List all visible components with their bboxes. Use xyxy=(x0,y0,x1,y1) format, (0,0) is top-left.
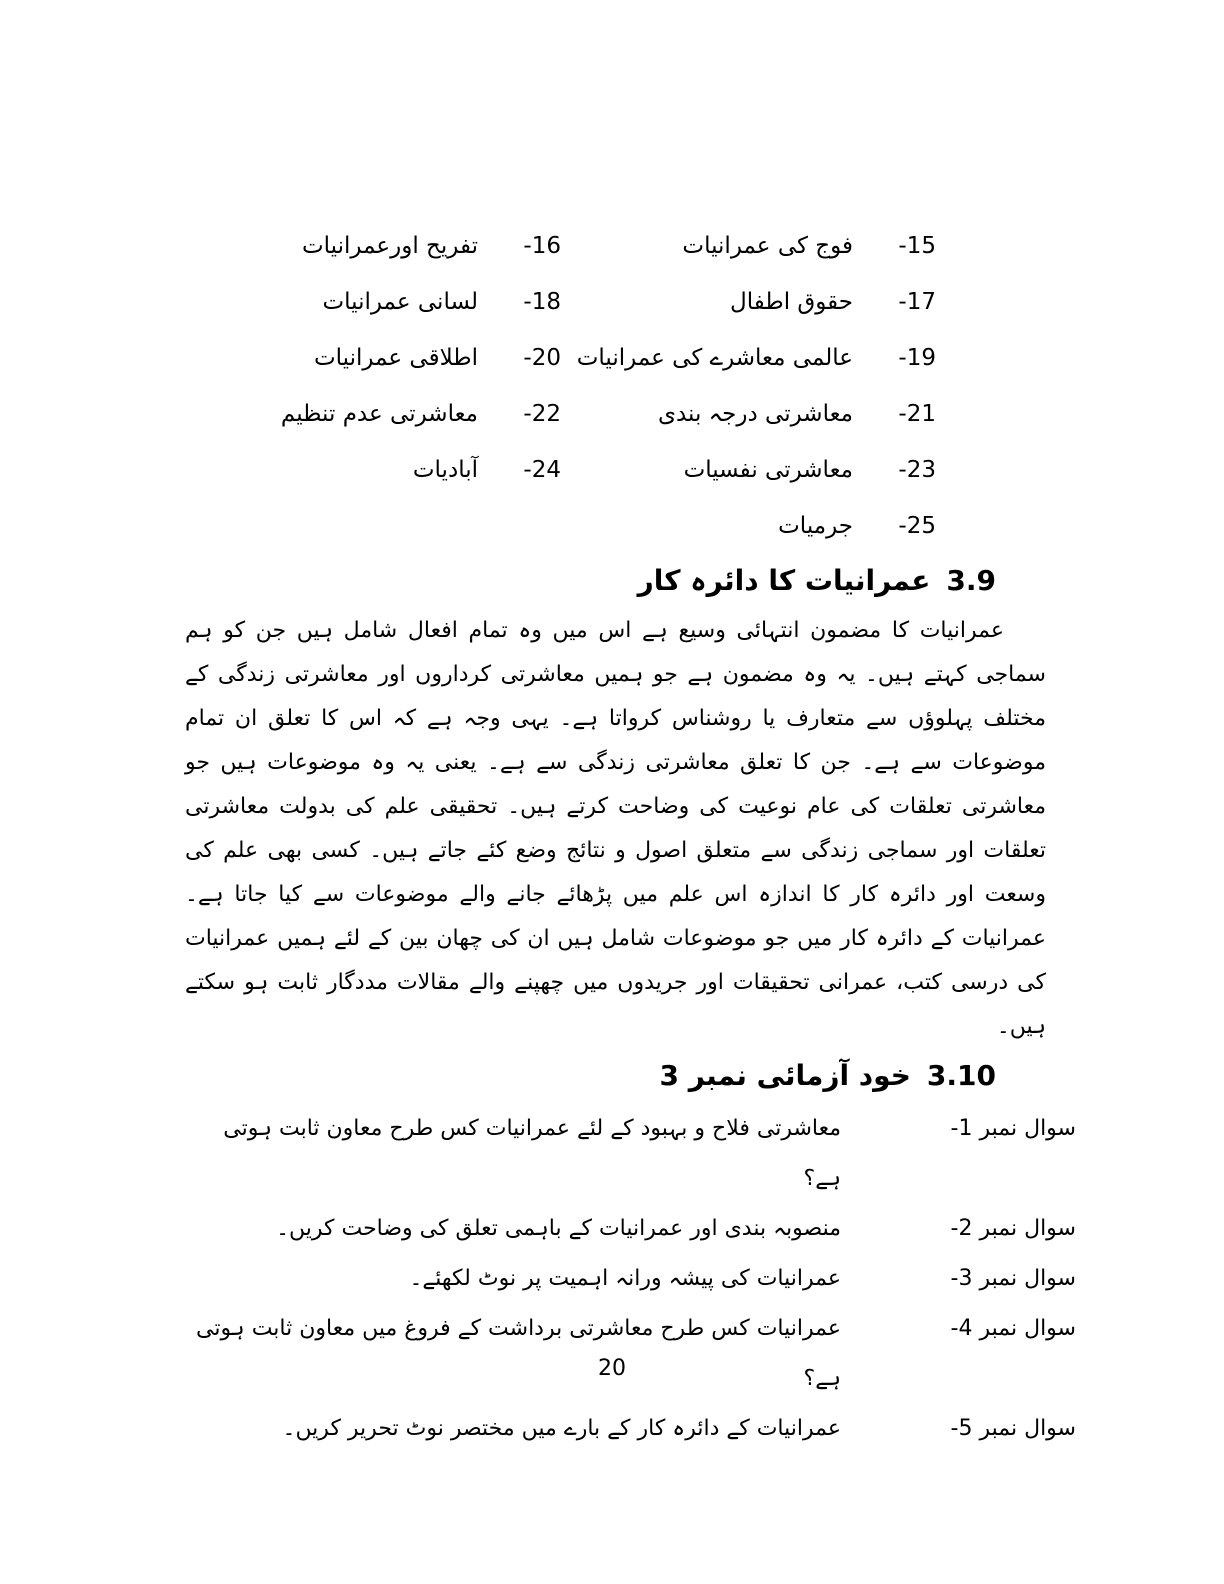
section-title: عمرانیات کا دائرہ کار xyxy=(637,564,931,597)
topic-number: 23- xyxy=(898,457,936,483)
section-scope xyxy=(185,564,1076,1049)
topic-number: 25- xyxy=(898,513,936,539)
topic-number: 17- xyxy=(898,289,936,315)
question-text: منصوبہ بندی اور عمرانیات کے باہمی تعلق کی وضاحت کریں۔ xyxy=(276,1216,841,1241)
topic-label: حقوق اطفال xyxy=(730,289,853,315)
topic-number: 18- xyxy=(523,289,561,315)
topic-number: 16- xyxy=(523,233,561,259)
topic-label: آبادیات xyxy=(412,457,478,483)
topic-number: 22- xyxy=(523,401,561,427)
question-number-label: سوال نمبر 4- xyxy=(950,1316,1076,1341)
section-title: خود آزمائی نمبر 3 xyxy=(659,1059,911,1092)
section-number: 3.10 xyxy=(926,1059,996,1092)
question-text: عمرانیات کی پیشہ ورانہ اہمیت پر نوٹ لکھئے۔ xyxy=(409,1266,841,1291)
topic-label: اطلاقی عمرانیات xyxy=(314,345,478,371)
topic-row xyxy=(185,386,1076,442)
topic-number: 20- xyxy=(523,345,561,371)
question-number-label: سوال نمبر 2- xyxy=(950,1216,1076,1241)
topic-label: عالمی معاشرے کی عمرانیات xyxy=(576,345,853,371)
topic-label: جرمیات xyxy=(778,513,853,539)
topic-number: 21- xyxy=(898,401,936,427)
topic-label: معاشرتی نفسیات xyxy=(683,457,853,483)
question-row xyxy=(185,1104,1076,1204)
question-text: عمرانیات کے دائرہ کار کے بارے میں مختصر نوٹ تحریر کریں۔ xyxy=(282,1416,841,1441)
topic-label: فوج کی عمرانیات xyxy=(682,233,853,259)
question-text: عمرانیات کس طرح معاشرتی برداشت کے فروغ میں معاون ثابت ہوتی ہے؟ xyxy=(195,1316,841,1391)
question-number-label: سوال نمبر 5- xyxy=(950,1416,1076,1441)
topic-number: 19- xyxy=(898,345,936,371)
questions-list xyxy=(185,1104,1076,1454)
section-self-test xyxy=(185,1059,1076,1454)
question-row xyxy=(185,1204,1076,1254)
topic-label: معاشرتی درجہ بندی xyxy=(657,401,853,427)
section-number: 3.9 xyxy=(946,564,996,597)
question-number-label: سوال نمبر 1- xyxy=(950,1116,1076,1141)
section-body-paragraph: عمرانیات کا مضمون انتہائی وسیع ہے اس میں وہ تمام افعال شامل ہیں جن کو ہم سماجی کہتے ہیں۔ یہ وہ مضمون ہے جو ہمیں معاشرتی کرداروں اور معاشرتی زندگی کے مختلف پہلوؤں سے متعارف یا روشناس کرواتا ہے۔ یہی وجہ ہے کہ اس کا تعلق ان تمام موضوعات سے ہے۔ جن کا تعلق معاشرتی زندگی سے ہے۔ یعنی یہ وہ موضوعات ہیں جو معاشرتی تعلقات کی عام نوعیت کی وضاحت کرتے ہیں۔ تحقیقی علم کی بدولت معاشرتی تعلقات اور سماجی زندگی سے متعلق اصول و نتائج وضع کئے جاتے ہیں۔ کسی بھی علم کی وسعت اور دائرہ کار کا اندازہ اس علم میں پڑھائے جانے والے موضوعات سے کیا جاتا ہے۔ عمرانیات کے دائرہ کار میں جو موضوعات شامل ہیں ان کی چھان بین کے لئے ہمیں عمرانیات کی درسی کتب، عمرانی تحقیقات اور جریدوں میں چھپنے والے مقالات مددگار ثابت ہو سکتے ہیں۔ xyxy=(185,618,1046,1039)
topic-row xyxy=(185,274,1076,330)
topic-row xyxy=(185,498,1076,554)
question-row xyxy=(185,1254,1076,1304)
topic-label: معاشرتی عدم تنظیم xyxy=(280,401,478,427)
topic-row xyxy=(185,218,1076,274)
topic-number: 15- xyxy=(898,233,936,259)
question-text: معاشرتی فلاح و بہبود کے لئے عمرانیات کس طرح معاون ثابت ہوتی ہے؟ xyxy=(223,1116,841,1191)
section-heading-3-9 xyxy=(185,564,996,597)
question-row xyxy=(185,1304,1076,1404)
section-heading-3-10 xyxy=(185,1059,996,1092)
topic-label: لسانی عمرانیات xyxy=(322,289,478,315)
topic-label: تفریح اورعمرانیات xyxy=(302,233,478,259)
question-row xyxy=(185,1404,1076,1454)
page-number: 20 xyxy=(598,1356,626,1381)
topic-number: 24- xyxy=(523,457,561,483)
topic-row xyxy=(185,442,1076,498)
topic-row xyxy=(185,330,1076,386)
question-number-label: سوال نمبر 3- xyxy=(950,1266,1076,1291)
topics-list xyxy=(185,218,1076,554)
